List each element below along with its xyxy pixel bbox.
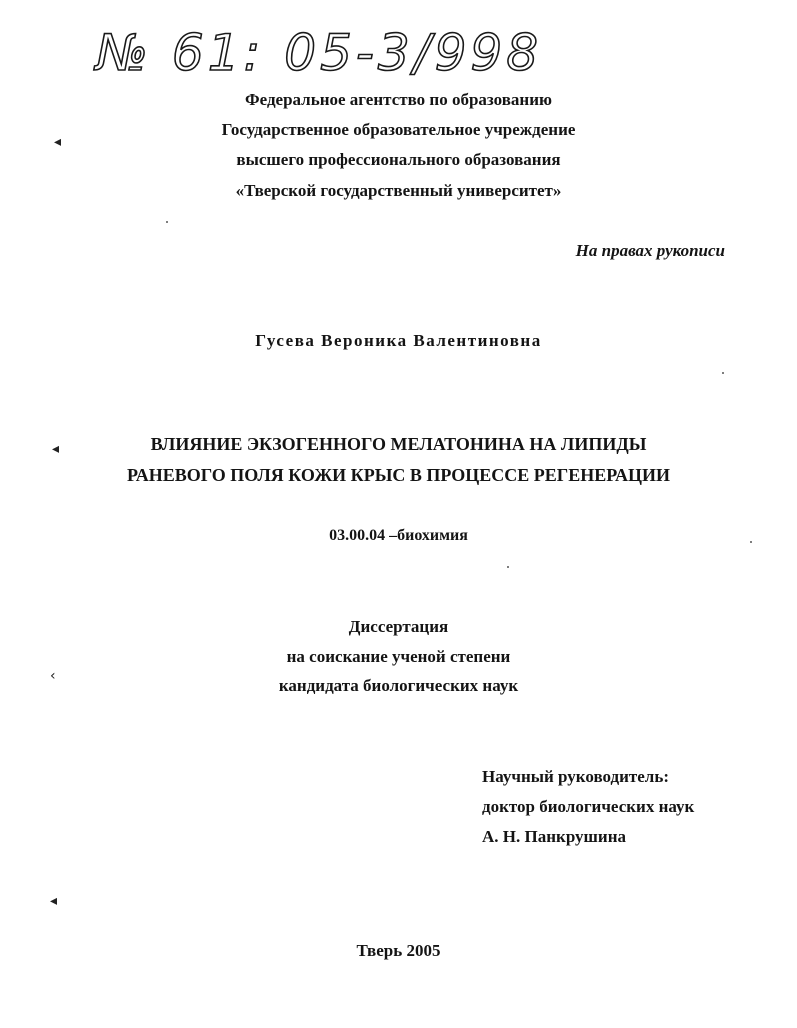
org-line-4: «Тверской государственный университет» (235, 181, 562, 200)
supervisor-label: Научный руководитель: (482, 767, 669, 786)
scan-mark-icon: ◂ (50, 893, 58, 909)
scan-speck (507, 566, 509, 568)
scan-mark-icon: ‹ (50, 668, 56, 684)
scan-speck (750, 541, 752, 543)
org-line-3: высшего профессионального образования (236, 150, 561, 169)
scan-speck (722, 372, 724, 374)
org-line-2: Государственное образовательное учреждение (221, 120, 576, 139)
org-line-1: Федеральное агентство по образованию (245, 90, 552, 109)
rights-note: На правах рукописи (575, 241, 725, 260)
author-name: Гусева Вероника Валентиновна (255, 331, 542, 350)
supervisor-degree: доктор биологических наук (482, 797, 695, 816)
specialty-code: 03.00.04 –биохимия (329, 527, 468, 544)
handwritten-number: № 61: 05-3/998 (96, 24, 543, 82)
dissertation-line-3: кандидата биологических наук (278, 676, 519, 695)
scan-mark-icon: ◂ (52, 441, 60, 457)
dissertation-line-1: Диссертация (348, 617, 449, 636)
city-year: Тверь 2005 (356, 941, 441, 960)
handwritten-stamp-number (92, 4, 543, 86)
supervisor-name: А. Н. Панкрушина (482, 827, 626, 846)
scan-speck (166, 221, 168, 223)
title-line-1: ВЛИЯНИЕ ЭКЗОГЕННОГО МЕЛАТОНИНА НА ЛИПИДЫ (150, 434, 647, 454)
title-line-2: РАНЕВОГО ПОЛЯ КОЖИ КРЫС В ПРОЦЕССЕ РЕГЕНЕРАЦИИ (127, 465, 670, 485)
scan-mark-icon: ◂ (54, 134, 62, 150)
dissertation-line-2: на соискание ученой степени (286, 647, 511, 666)
